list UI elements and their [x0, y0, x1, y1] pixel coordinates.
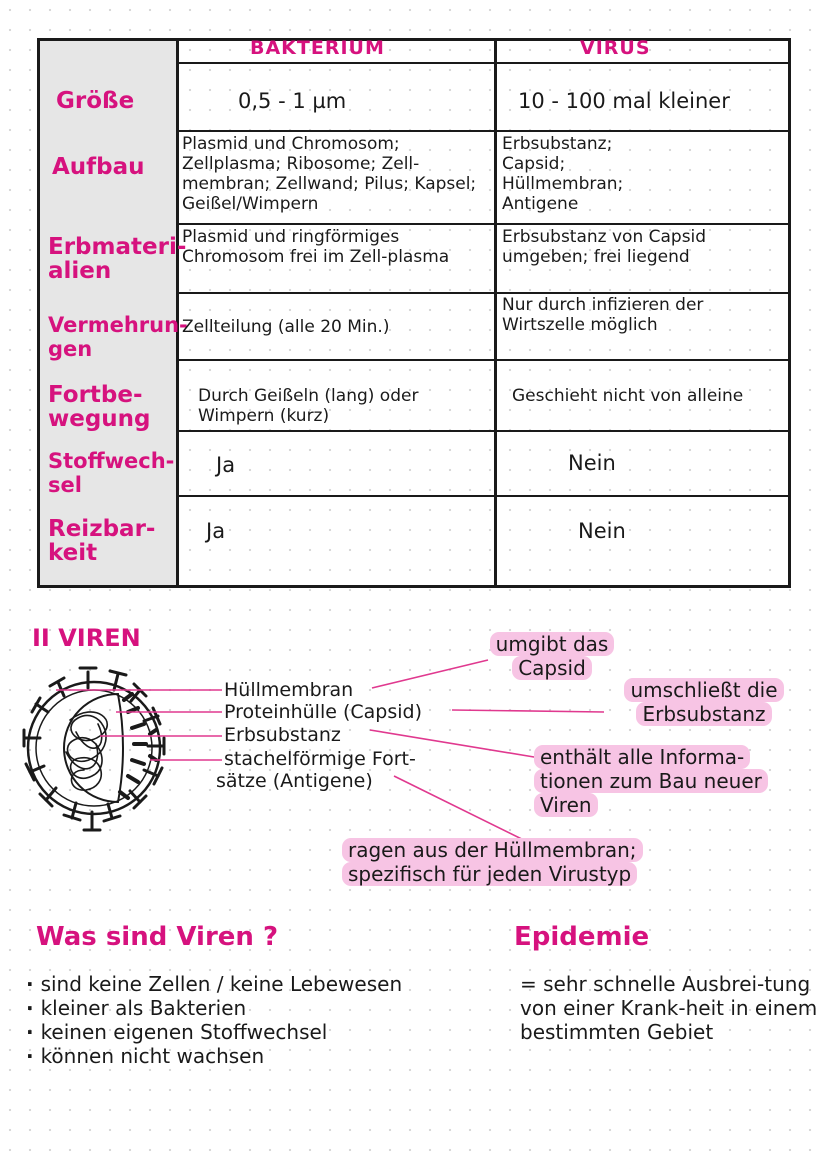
- cell-groesse-bakterium: 0,5 - 1 µm: [238, 89, 347, 113]
- row-label-stoffwechsel: Stoffwech-sel: [48, 449, 175, 497]
- virus-drawing: [24, 668, 164, 830]
- epidemie-definition: = sehr schnelle Ausbrei-tung von einer Krank-heit in einem bestimmten Gebiet: [520, 972, 818, 1044]
- cell-reizbarkeit-virus: Nein: [578, 519, 626, 543]
- list-was-sind-viren: [26, 972, 402, 1068]
- row-divider: [176, 223, 788, 225]
- cell-aufbau-bakterium: Plasmid und Chromosom; Zellplasma; Ribosome; Zell-membran; Zellwand; Pilus; Kapsel; Geißel/Wimpern: [182, 134, 477, 214]
- list-item: · sind keine Zellen / keine Lebewesen: [26, 972, 402, 996]
- row-label-aufbau: Aufbau: [52, 154, 145, 180]
- col-header-bakterium: BAKTERIUM: [250, 37, 385, 59]
- envelope-outer: [28, 682, 160, 814]
- cell-stoffwechsel-virus: Nein: [568, 451, 616, 475]
- row-divider: [176, 130, 788, 132]
- cell-vermehrung-bakterium: Zellteilung (alle 20 Min.): [182, 317, 390, 337]
- genome-scribble: [66, 712, 107, 790]
- note-ragen: [342, 838, 742, 886]
- comparison-table: [37, 38, 791, 588]
- note-umgibt-line1: umgibt das: [490, 632, 615, 656]
- note-umgibt-capsid: [482, 632, 622, 680]
- label-fortsaetze-line2: sätze (Antigene): [216, 770, 373, 792]
- list-item: · keinen eigenen Stoffwechsel: [26, 1020, 402, 1044]
- note-umschliesst: [604, 678, 804, 726]
- cell-groesse-virus: 10 - 100 mal kleiner: [518, 89, 730, 113]
- note-enthaelt-line1: enthält alle Informa-: [534, 745, 750, 769]
- cell-erbmaterial-virus: Erbsubstanz von Capsid umgeben; frei liegend: [502, 227, 707, 267]
- cell-reizbarkeit-bakterium: Ja: [206, 519, 226, 543]
- cell-erbmaterial-bakterium: Plasmid und ringförmiges Chromosom frei im Zell-plasma: [182, 227, 450, 267]
- row-label-erbmaterialien: Erbmateri-alien: [48, 234, 187, 284]
- row-label-reizbarkeit: Reizbar-keit: [48, 516, 156, 566]
- label-proteinhuelle: Proteinhülle (Capsid): [224, 701, 423, 723]
- row-label-groesse: Größe: [56, 88, 135, 114]
- heading-epidemie: Epidemie: [514, 922, 650, 952]
- cell-fortbewegung-virus: Geschieht nicht von alleine: [512, 386, 744, 406]
- heading-was-sind-viren: Was sind Viren ?: [36, 922, 279, 952]
- cell-aufbau-virus: Erbsubstanz; Capsid; Hüllmembran; Antigene: [502, 134, 624, 214]
- envelope-inner: [36, 690, 152, 806]
- cell-vermehrung-virus: Nur durch infizieren der Wirtszelle möglich: [502, 295, 704, 335]
- antigen-spikes: [24, 668, 164, 830]
- row-label-vermehrungen: Vermehrun-gen: [48, 313, 188, 361]
- note-enthaelt: [534, 745, 824, 817]
- note-umschliesst-line1: umschließt die: [624, 678, 783, 702]
- note-ragen-line1: ragen aus der Hüllmembran;: [342, 838, 643, 862]
- note-umgibt-line2: Capsid: [512, 656, 592, 680]
- row-divider: [176, 292, 788, 294]
- cell-fortbewegung-bakterium: Durch Geißeln (lang) oder Wimpern (kurz): [198, 386, 419, 426]
- row-divider: [176, 495, 788, 497]
- list-item: · können nicht wachsen: [26, 1044, 402, 1068]
- section-title-viren: II VIREN: [32, 624, 141, 652]
- label-fortsaetze-line1: stachelförmige Fort-: [224, 748, 416, 770]
- col-header-virus: VIRUS: [580, 37, 651, 59]
- note-ragen-line2: spezifisch für jeden Virustyp: [342, 862, 637, 886]
- list-item: · kleiner als Bakterien: [26, 996, 402, 1020]
- note-enthaelt-line3: Viren: [534, 793, 598, 817]
- row-divider: [176, 430, 788, 432]
- cell-stoffwechsel-bakterium: Ja: [216, 453, 236, 477]
- note-umschliesst-line2: Erbsubstanz: [636, 702, 771, 726]
- row-divider: [176, 359, 788, 361]
- row-divider: [176, 62, 788, 64]
- column-divider: [494, 41, 497, 585]
- row-label-fortbewegung: Fortbe-wegung: [48, 382, 151, 432]
- note-enthaelt-line2: tionen zum Bau neuer: [534, 769, 768, 793]
- label-erbsubstanz: Erbsubstanz: [224, 724, 341, 746]
- capsid-outline: [64, 694, 123, 802]
- label-huellmembran: Hüllmembran: [224, 679, 354, 701]
- capsid-dashes: [120, 694, 156, 798]
